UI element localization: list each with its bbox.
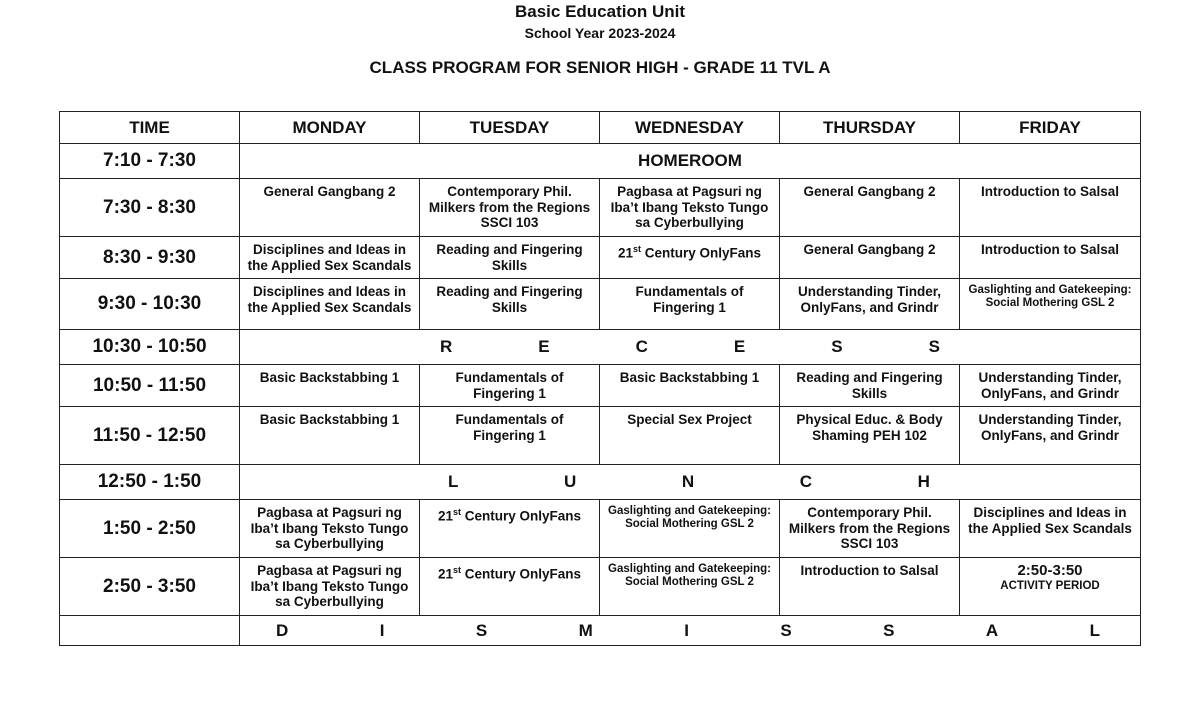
time-cell: 8:30 - 9:30	[60, 237, 240, 279]
schedule-cell: Disciplines and Ideas in the Applied Sex Scandals	[240, 237, 420, 279]
table-header-row	[60, 112, 1141, 144]
schedule-cell: Special Sex Project	[600, 407, 780, 465]
schedule-cell: Reading and Fingering Skills	[780, 365, 960, 407]
recess-letter: S	[831, 337, 843, 356]
dismissal-letter: S	[883, 620, 895, 640]
schedule-cell: Fundamentals of Fingering 1	[420, 407, 600, 465]
dismissal-cell	[240, 616, 1141, 646]
schedule-cell: Contemporary Phil. Milkers from the Regions SSCI 103	[420, 179, 600, 237]
ordinal-suffix: st	[452, 565, 461, 575]
schedule-cell: Basic Backstabbing 1	[240, 407, 420, 465]
dismissal-letter: S	[475, 620, 488, 640]
recess-letter: E	[538, 337, 550, 356]
century-number: 21	[437, 508, 453, 524]
homeroom-cell: HOMEROOM	[240, 144, 1141, 179]
school-year: School Year 2023-2024	[524, 25, 676, 41]
time-cell: 7:30 - 8:30	[60, 179, 240, 237]
schedule-cell: Reading and Fingering Skills	[420, 279, 600, 330]
column-header-friday: FRIDAY	[960, 112, 1141, 144]
schedule-cell: Disciplines and Ideas in the Applied Sex Scandals	[240, 279, 420, 330]
column-header-time: TIME	[60, 112, 240, 144]
schedule-cell	[420, 558, 600, 616]
schedule-cell: Gaslighting and Gatekeeping: Social Mothering GSL 2	[960, 279, 1141, 330]
schedule-cell: General Gangbang 2	[240, 179, 420, 237]
page-title: CLASS PROGRAM FOR SENIOR HIGH - GRADE 11 TVL A	[369, 58, 831, 77]
schedule-cell: Understanding Tinder, OnlyFans, and Grindr	[960, 365, 1141, 407]
schedule-cell: Fundamentals of Fingering 1	[600, 279, 780, 330]
activity-label: ACTIVITY PERIOD	[1000, 579, 1100, 592]
table-row	[60, 465, 1141, 500]
schedule-cell: Understanding Tinder, OnlyFans, and Grindr	[960, 407, 1141, 465]
lunch-cell	[240, 465, 1141, 500]
lunch-letter: N	[681, 472, 695, 491]
schedule-cell: Basic Backstabbing 1	[600, 365, 780, 407]
time-cell: 11:50 - 12:50	[60, 407, 240, 465]
subject-name: Century OnlyFans	[461, 508, 582, 524]
schedule-cell: Gaslighting and Gatekeeping: Social Mothering GSL 2	[600, 558, 780, 616]
schedule-cell: General Gangbang 2	[780, 179, 960, 237]
schedule-cell: Pagbasa at Pagsuri ng Iba’t Ibang Teksto Tungo sa Cyberbullying	[240, 500, 420, 558]
recess-letter: R	[440, 337, 453, 356]
lunch-letter: U	[564, 472, 577, 491]
schedule-cell: Pagbasa at Pagsuri ng Iba’t Ibang Teksto Tungo sa Cyberbullying	[600, 179, 780, 237]
century-number: 21	[617, 245, 633, 261]
unit-title: Basic Education Unit	[514, 2, 686, 21]
recess-letter: E	[733, 337, 746, 356]
table-row	[60, 407, 1141, 465]
schedule-cell: Fundamentals of Fingering 1	[420, 365, 600, 407]
lunch-letter: L	[448, 472, 459, 491]
schedule-cell: Pagbasa at Pagsuri ng Iba’t Ibang Teksto Tungo sa Cyberbullying	[240, 558, 420, 616]
schedule-cell	[600, 237, 780, 279]
recess-cell	[240, 330, 1141, 365]
schedule-cell: Disciplines and Ideas in the Applied Sex Scandals	[960, 500, 1141, 558]
time-cell: 1:50 - 2:50	[60, 500, 240, 558]
lunch-letter: H	[917, 472, 930, 491]
recess-letter: S	[928, 337, 940, 356]
schedule-cell: Understanding Tinder, OnlyFans, and Grindr	[780, 279, 960, 330]
schedule-cell: Basic Backstabbing 1	[240, 365, 420, 407]
schedule-cell: Gaslighting and Gatekeeping: Social Mothering GSL 2	[600, 500, 780, 558]
time-cell: 10:50 - 11:50	[60, 365, 240, 407]
table-row	[60, 365, 1141, 407]
century-number: 21	[437, 566, 453, 582]
dismissal-letter: I	[684, 620, 689, 640]
dismissal-letter: S	[780, 620, 792, 640]
subject-name: Century OnlyFans	[641, 245, 762, 261]
dismissal-letter: D	[276, 620, 289, 640]
schedule-cell: Reading and Fingering Skills	[420, 237, 600, 279]
schedule-cell: Introduction to Salsal	[780, 558, 960, 616]
dismissal-letter: A	[985, 620, 999, 640]
time-cell: 10:30 - 10:50	[60, 330, 240, 365]
column-header-tuesday: TUESDAY	[420, 112, 600, 144]
table-row	[60, 237, 1141, 279]
schedule-cell: Introduction to Salsal	[960, 179, 1141, 237]
table-row	[60, 144, 1141, 179]
dismissal-letter: L	[1089, 620, 1100, 640]
activity-time: 2:50-3:50	[1017, 562, 1083, 579]
schedule-cell: Physical Educ. & Body Shaming PEH 102	[780, 407, 960, 465]
table-row	[60, 279, 1141, 330]
table-row	[60, 616, 1141, 646]
table-row	[60, 500, 1141, 558]
ordinal-suffix: st	[632, 244, 641, 254]
time-cell	[60, 616, 240, 646]
recess-letter: C	[635, 337, 648, 356]
ordinal-suffix: st	[452, 507, 461, 517]
schedule-cell	[420, 500, 600, 558]
column-header-wednesday: WEDNESDAY	[600, 112, 780, 144]
schedule-cell: Contemporary Phil. Milkers from the Regions SSCI 103	[780, 500, 960, 558]
table-row	[60, 179, 1141, 237]
time-cell: 12:50 - 1:50	[60, 465, 240, 500]
time-cell: 2:50 - 3:50	[60, 558, 240, 616]
time-cell: 7:10 - 7:30	[60, 144, 240, 179]
table-row	[60, 558, 1141, 616]
time-cell: 9:30 - 10:30	[60, 279, 240, 330]
schedule-cell: Introduction to Salsal	[960, 237, 1141, 279]
column-header-thursday: THURSDAY	[780, 112, 960, 144]
schedule-cell	[960, 558, 1141, 616]
schedule-cell: General Gangbang 2	[780, 237, 960, 279]
column-header-monday: MONDAY	[240, 112, 420, 144]
lunch-letter: C	[799, 472, 813, 491]
dismissal-letter: M	[578, 620, 593, 640]
class-program-table	[59, 111, 1141, 646]
dismissal-letter: I	[379, 620, 385, 640]
table-row	[60, 330, 1141, 365]
subject-name: Century OnlyFans	[461, 566, 582, 582]
